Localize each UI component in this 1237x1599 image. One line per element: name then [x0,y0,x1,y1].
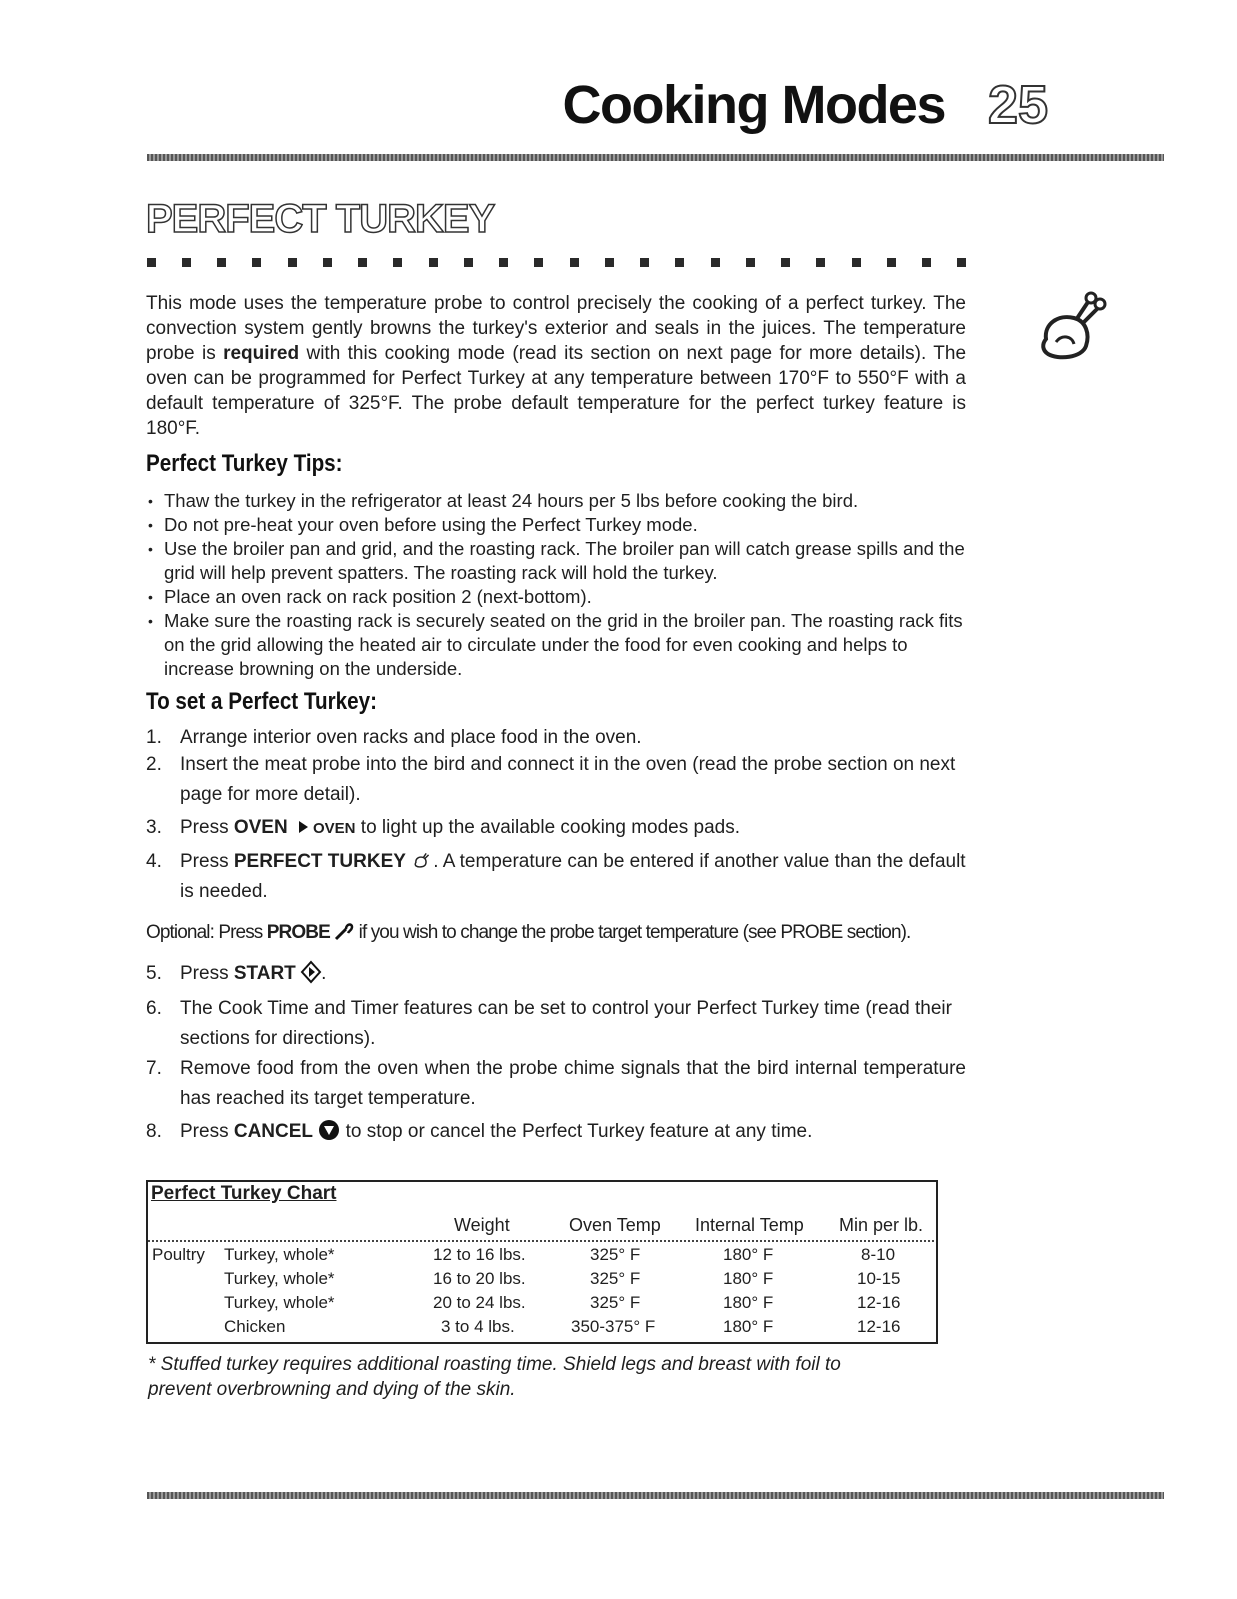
cell-oven-temp: 325° F [590,1245,641,1264]
step-number: 1. [146,727,162,748]
col-header-min-per-lb: Min per lb. [839,1215,924,1235]
step-text: The Cook Time and Timer features can be set to control your Perfect Turkey time (read their sections for directions). [180,998,952,1049]
oven-key-label-small: OVEN [313,820,356,837]
cell-internal-temp: 180° F [723,1269,774,1288]
tips-heading: Perfect Turkey Tips: [146,450,343,477]
right-triangle-icon [297,820,309,834]
cell-internal-temp: 180° F [723,1293,774,1312]
list-item: • Do not pre-heat your oven before using the Perfect Turkey mode. [146,513,966,537]
col-header-weight: Weight [454,1215,510,1235]
section-title: PERFECT TURKEY [146,197,495,241]
cell-weight: 16 to 20 lbs. [433,1269,526,1288]
intro-paragraph [146,291,966,441]
cell-weight: 20 to 24 lbs. [433,1293,526,1312]
intro-text-1: This mode uses the temperature probe to control precisely the cooking of a perfect turkey. The convection system gently browns the turkey's exterior and seals in the juices. The temperature probe is [146,293,966,364]
cancel-icon [318,1119,340,1141]
step-text: Arrange interior oven racks and place food in the oven. [180,727,642,748]
step-5 [146,959,966,989]
turkey-icon [1036,284,1106,374]
footer-rule [147,1492,1164,1499]
cell-min-per-lb: 12-16 [857,1293,901,1312]
step-number: 6. [146,998,162,1019]
step-text-pre: Press [180,1121,234,1142]
cell-internal-temp: 180° F [723,1317,774,1336]
footnote: * Stuffed turkey requires additional roasting time. Shield legs and breast with foil to prevent overbrowning and dying of the skin. [148,1354,841,1400]
probe-icon [334,921,354,941]
optional-pre: Optional: Press [146,922,267,943]
step-4 [146,847,966,907]
start-key-label: START [233,963,296,984]
optional-note [146,921,976,944]
step-number: 7. [146,1058,162,1079]
cell-min-per-lb: 8-10 [861,1245,896,1264]
cell-oven-temp: 325° F [590,1293,641,1312]
chart-category: Poultry [152,1245,205,1264]
step-text-pre: Press [180,817,234,838]
probe-key-label: PROBE [266,922,330,943]
step-number: 3. [146,817,162,838]
step-number: 2. [146,754,162,775]
page-number: 25 [988,75,1049,135]
step-text-post: . [321,963,327,984]
list-item: • Use the broiler pan and grid, and the roasting rack. The broiler pan will catch grease spills and the grid will help prevent spatters. The roasting rack will hold the turkey. [146,537,966,585]
start-icon [301,961,321,983]
optional-post: if you wish to change the probe target temperature (see PROBE section). [354,922,911,943]
cell-oven-temp: 325° F [590,1269,641,1288]
step-1 [146,723,966,753]
page-header-title: Cooking Modes [562,75,945,135]
header-rule [147,154,1164,161]
step-text-pre: Press [180,851,234,872]
intro-required: required [223,343,300,364]
step-text-post: to stop or cancel the Perfect Turkey feature at any time. [340,1121,813,1142]
cell-food: Turkey, whole* [224,1293,335,1312]
step-7 [146,1054,966,1114]
list-item: • Thaw the turkey in the refrigerator at least 24 hours per 5 lbs before cooking the bird. [146,489,966,513]
chart-title: Perfect Turkey Chart [151,1183,337,1204]
cell-min-per-lb: 12-16 [857,1317,901,1336]
step-text-post: to light up the available cooking modes pads. [355,817,740,838]
dotted-divider [147,258,967,272]
cancel-key-label: CANCEL [233,1121,314,1142]
col-header-internal-temp: Internal Temp [695,1215,804,1235]
step-2 [146,750,966,810]
step-text-post: . A temperature can be entered if another value than the default is needed. [180,851,966,902]
cell-min-per-lb: 10-15 [857,1269,901,1288]
step-number: 5. [146,963,162,984]
step-text-pre: Press [180,963,234,984]
cell-food: Turkey, whole* [224,1245,335,1264]
step-text: Insert the meat probe into the bird and connect it in the oven (read the probe section on next page for more detail). [180,754,956,805]
step-number: 8. [146,1121,162,1142]
step-3 [146,813,966,844]
intro-text-2: with this cooking mode (read its section on next page for more details). The oven can be programmed for Perfect Turkey at any temperature between 170°F to 550°F with a default temperature of 325°F. The probe default temperature for the perfect turkey feature is 180°F. [146,343,967,439]
list-item: • Make sure the roasting rack is securely seated on the grid in the broiler pan. The roasting rack fits on the grid allowing the heated air to circulate under the food for even cooking and helps to increase browning on the underside. [146,609,966,681]
cell-food: Chicken [224,1317,286,1336]
chart-divider [148,1240,936,1242]
turkey-icon [411,849,433,871]
col-header-oven-temp: Oven Temp [569,1215,661,1235]
cell-weight: 12 to 16 lbs. [433,1245,526,1264]
step-text: Remove food from the oven when the probe chime signals that the bird internal temperature has reached its target temperature. [180,1058,966,1109]
cell-internal-temp: 180° F [723,1245,774,1264]
perfect-turkey-key-label: PERFECT TURKEY [233,851,406,872]
tips-list [146,489,966,681]
step-8 [146,1117,966,1147]
step-6 [146,994,966,1054]
step-number: 4. [146,851,162,872]
cell-food: Turkey, whole* [224,1269,335,1288]
cell-oven-temp: 350-375° F [571,1317,656,1336]
cell-weight: 3 to 4 lbs. [441,1317,515,1336]
setup-heading: To set a Perfect Turkey: [146,688,377,715]
list-item: • Place an oven rack on rack position 2 (next-bottom). [146,585,966,609]
oven-key-label: OVEN [233,817,288,838]
